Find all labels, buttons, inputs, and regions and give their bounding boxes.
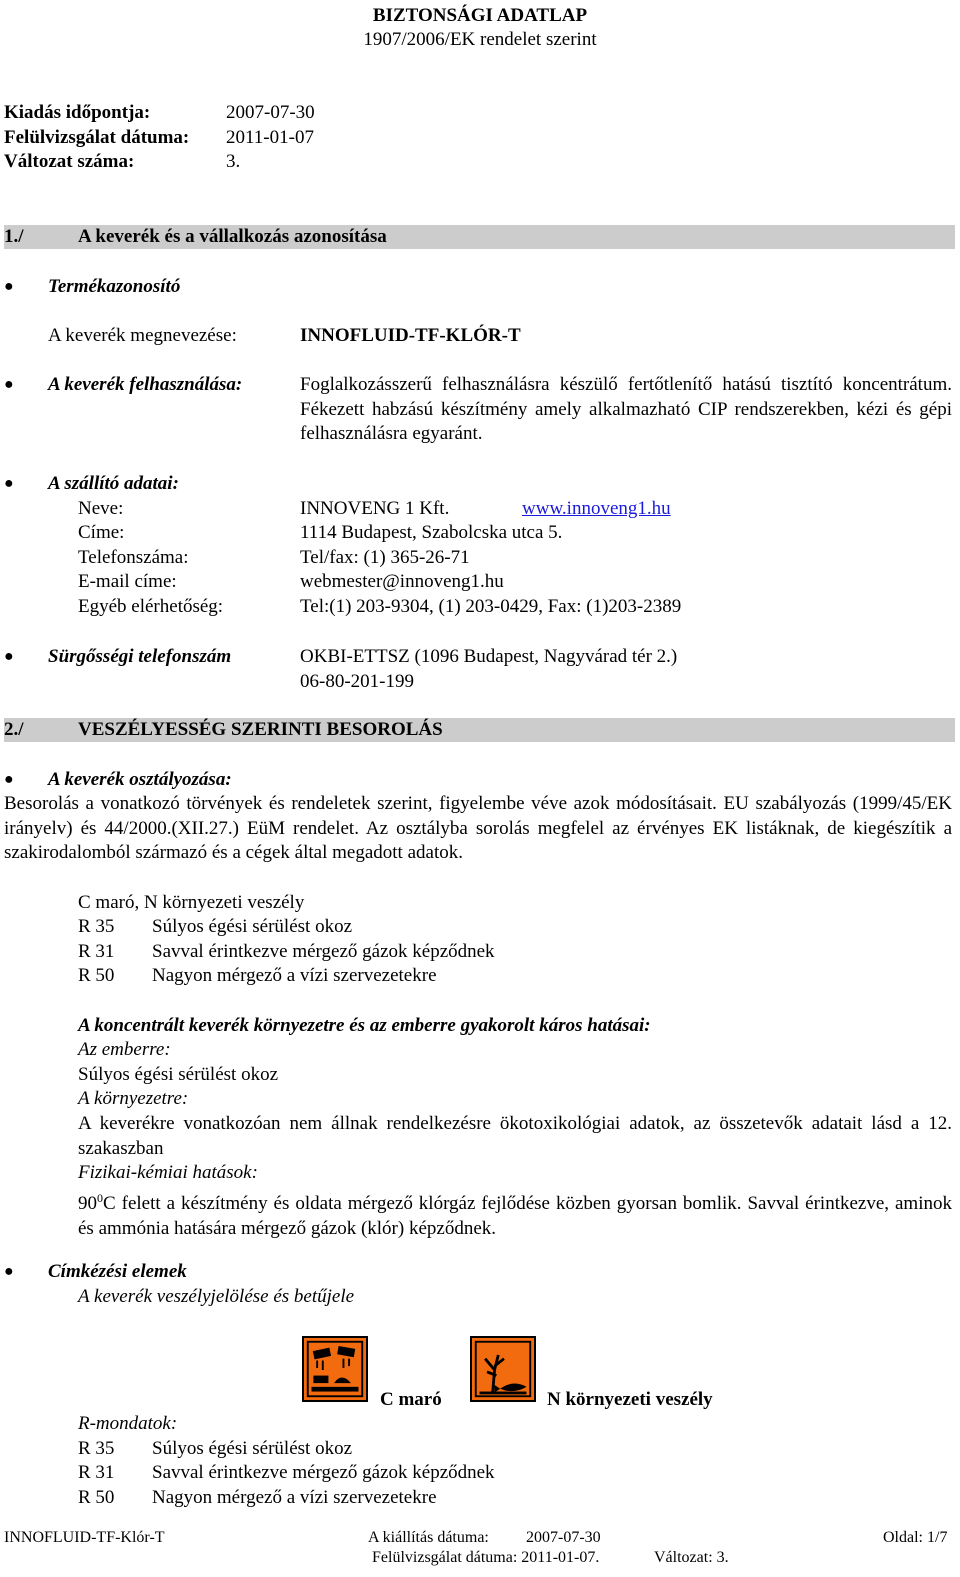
section-1-title: A keverék és a vállalkozás azonosítása [78,226,387,247]
version-label: Változat száma: [4,151,135,172]
supplier-phone-label: Telefonszáma: [78,547,189,568]
section-1-number: 1./ [4,226,24,247]
r-phrase-code: R 50 [78,965,115,986]
environment-caption: N környezeti veszély [547,1389,713,1410]
bullet-icon: ● [4,1263,14,1280]
r-phrase-code: R 31 [78,1462,115,1483]
labelling-label: Címkézési elemek [48,1261,187,1282]
document-title: BIZTONSÁGI ADATLAP [372,5,588,26]
footer-issue-value: 2007-07-30 [526,1529,601,1546]
version-value: 3. [226,151,241,172]
corrosive-pictogram [302,1336,368,1402]
r-phrase-text: Nagyon mérgező a vízi szervezetekre [152,1487,437,1508]
hazard-line: C maró, N környezeti veszély [78,892,305,913]
review-date-label: Felülvizsgálat dátuma: [4,127,190,148]
r-phrase-text: Súlyos égési sérülést okoz [152,1438,353,1459]
emergency-label: Sürgősségi telefonszám [48,646,232,667]
physchem-text: $90^0C$ felett a készítmény és oldata mérgező klórgáz fejlődése közben gyorsan bomlik. Savval érintkezve, aminok és ammónia hatására mérgező gázok (klór) képződnek. [78,1191,952,1239]
bullet-icon: ● [4,771,14,788]
bullet-icon: ● [4,475,14,492]
supplier-address-value: 1114 Budapest, Szabolcska utca 5. [300,522,563,543]
use-text: Foglalkozásszerű felhasználásra készülő fertőtlenítő hatású tisztító koncentrátum. Fékezett habzású készítmény amely alkalmazható CIP rendszerekben, kézi és gépi felhasználásra egyaránt. [300,374,952,444]
review-date-value: 2011-01-07 [226,127,314,148]
issue-date-value: 2007-07-30 [226,102,315,123]
humans-text: Súlyos égési sérülést okoz [78,1064,279,1085]
emergency-line-1: OKBI-ETTSZ (1096 Budapest, Nagyvárad tér 2.) [300,646,678,667]
supplier-other-label: Egyéb elérhetőség: [78,596,224,617]
footer-review: Felülvizsgálat dátuma: 2011-01-07. [372,1549,600,1566]
r-phrase-code: R 50 [78,1487,115,1508]
bullet-icon: ● [4,278,14,295]
r-phrase-code: R 35 [78,916,115,937]
supplier-website-link[interactable]: www.innoveng1.hu [522,498,671,519]
supplier-address-label: Címe: [78,522,125,543]
supplier-label: A szállító adatai: [48,473,179,494]
r-phrase-code: R 31 [78,941,115,962]
bullet-icon: ● [4,648,14,665]
environment-text: A keverékre vonatkozóan nem állnak rendelkezésre ökotoxikológiai adatok, az összetevők adatait lásd a 12. szakaszban [78,1113,952,1159]
footer-version: Változat: 3. [654,1549,729,1566]
environment-label: A környezetre: [78,1088,189,1109]
supplier-email-label: E-mail címe: [78,571,177,592]
corrosive-caption: C maró [380,1389,442,1410]
mixture-name-label: A keverék megnevezése: [48,325,237,346]
supplier-other-value: Tel:(1) 203-9304, (1) 203-0429, Fax: (1)203-2389 [300,596,682,617]
issue-date-label: Kiadás időpontja: [4,102,151,123]
emergency-line-2: 06-80-201-199 [300,671,414,692]
footer-page: Oldal: 1/7 [883,1529,948,1546]
section-2-number: 2./ [4,719,24,740]
supplier-email-value: webmester@innoveng1.hu [300,571,504,592]
bullet-icon: ● [4,376,14,393]
environment-pictogram [470,1336,536,1402]
use-label: A keverék felhasználása: [48,374,243,395]
classification-text: Besorolás a vonatkozó törvények és rendeletek szerint, figyelembe véve azok módosításait. EU szabályozás (1999/45/EK irányelv) és 44/2000.(XII.27.) EüM rendelet. Az osztályba sorolás megfelel az érvényes EK listáknak, de kiegészítik a szakirodalomból származó és a cégek által megadott adatok. [4,793,952,863]
effects-heading: A koncentrált keverék környezetre és az emberre gyakorolt káros hatásai: [78,1015,651,1036]
r-phrase-text: Savval érintkezve mérgező gázok képződnek [152,941,495,962]
classification-label: A keverék osztályozása: [48,769,232,790]
supplier-name-label: Neve: [78,498,124,519]
section-2-title: VESZÉLYESSÉG SZERINTI BESOROLÁS [78,719,443,740]
mixture-name-value: INNOFLUID-TF-KLÓR-T [300,325,521,346]
r-phrase-text: Súlyos égési sérülést okoz [152,916,353,937]
r-phrase-code: R 35 [78,1438,115,1459]
r-phrase-text: Savval érintkezve mérgező gázok képződnek [152,1462,495,1483]
footer-issue-label: A kiállítás dátuma: [368,1529,489,1546]
humans-label: Az emberre: [78,1039,171,1060]
footer-product: INNOFLUID-TF-Klór-T [4,1529,165,1546]
supplier-phone-value: Tel/fax: (1) 365-26-71 [300,547,470,568]
r-phrase-text: Nagyon mérgező a vízi szervezetekre [152,965,437,986]
product-id-label: Termékazonosító [48,276,181,297]
r-phrases-label: R-mondatok: [78,1413,178,1434]
labelling-sub: A keverék veszélyjelölése és betűjele [78,1286,355,1307]
supplier-name-value: INNOVENG 1 Kft. [300,498,450,519]
document-subtitle: 1907/2006/EK rendelet szerint [363,29,597,50]
physchem-label: Fizikai-kémiai hatások: [78,1162,258,1183]
